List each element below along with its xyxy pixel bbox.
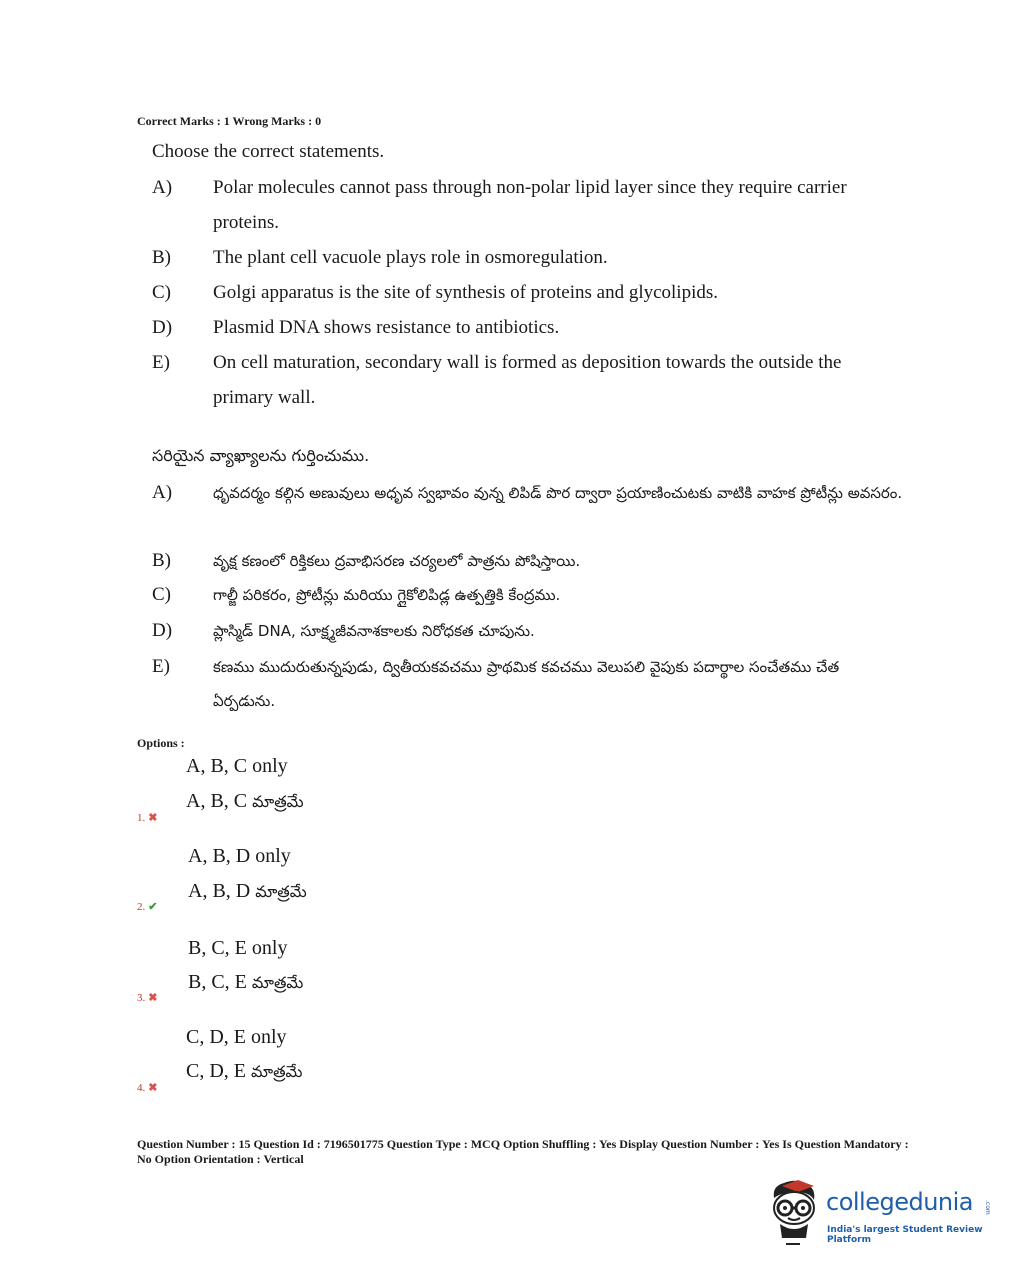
statement-c-telugu [152, 578, 912, 612]
wrong-mark-icon: ✖ [148, 1082, 158, 1094]
marks-info: Correct Marks : 1 Wrong Marks : 0 [137, 114, 322, 128]
statement-a-english [152, 170, 912, 240]
statement-label: E) [152, 352, 170, 373]
statement-label: D) [152, 620, 173, 641]
option-letters: C, D, E [186, 1060, 246, 1082]
statement-text: కణము ముదురుతున్నపుడు, ద్వితీయకవచము ప్రాథమిక కవచము వెలుపలి వైపుకు పదార్థాల సంచేతము చేత ఏర్పడును. [213, 658, 840, 710]
option-2-number: 2. ✔ [137, 901, 158, 913]
option-letters: A, B, C [186, 790, 248, 812]
options-label: Options : [137, 736, 185, 750]
question-heading-telugu: సరియైన వ్యాఖ్యాలను గుర్తించుము. [152, 446, 370, 465]
option-only-telugu: మాత్రమే [251, 1062, 303, 1081]
logo-name: collegedunia [826, 1188, 974, 1216]
statement-text: గాల్జీ పరికరం, ప్రోటీన్లు మరియు గ్లైకోలిపిడ్ల ఉత్పత్తికి కేంద్రము. [213, 586, 561, 604]
statement-label: C) [152, 584, 171, 605]
option-only-telugu: మాత్రమే [255, 882, 307, 901]
statement-text: Polar molecules cannot pass through non-polar lipid layer since they require carrier proteins. [213, 177, 847, 233]
question-heading-english: Choose the correct statements. [152, 141, 385, 162]
statement-text: Golgi apparatus is the site of synthesis of proteins and glycolipids. [213, 282, 719, 303]
statement-e-english [152, 345, 912, 415]
statement-label: D) [152, 317, 173, 338]
option-4-number: 4. ✖ [137, 1082, 158, 1094]
collegedunia-logo[interactable] [766, 1178, 996, 1248]
option-4-telugu[interactable] [186, 1060, 302, 1085]
graduate-mascot-icon [766, 1178, 824, 1248]
statement-label: A) [152, 482, 173, 503]
statement-text: వృక్ష కణంలో రిక్తికలు ద్రవాభిసరణ చర్యలలో పాత్రను పోషిస్తాయి. [213, 552, 581, 570]
option-letters: B, C, E [188, 971, 247, 993]
option-1-english[interactable]: A, B, C only [186, 755, 288, 777]
wrong-mark-icon: ✖ [148, 812, 158, 824]
statement-d-english [152, 310, 912, 345]
logo-com: .com [984, 1200, 991, 1215]
correct-check-icon: ✔ [148, 901, 158, 913]
option-4-english[interactable]: C, D, E only [186, 1026, 287, 1048]
statement-text: ప్లాస్మిడ్ DNA, సూక్ష్మజీవనాశకాలకు నిరోధకత చూపును. [213, 622, 535, 640]
option-only-telugu: మాత్రమే [251, 973, 304, 992]
statement-d-telugu [152, 614, 912, 648]
wrong-mark-icon: ✖ [148, 992, 158, 1004]
option-only-telugu: మాత్రమే [252, 792, 304, 811]
option-3-number: 3. ✖ [137, 992, 158, 1004]
statement-label: A) [152, 177, 173, 198]
statement-text: On cell maturation, secondary wall is formed as deposition towards the outside the primary wall. [213, 352, 842, 408]
option-2-telugu[interactable] [188, 880, 307, 905]
statement-label: E) [152, 656, 170, 677]
logo-tagline: India's largest Student Review Platform [827, 1225, 983, 1245]
statement-b-telugu [152, 544, 912, 578]
statement-label: C) [152, 282, 171, 303]
statement-text: The plant cell vacuole plays role in osmoregulation. [213, 247, 608, 268]
statement-e-telugu [152, 650, 912, 718]
statement-text: ధృవదర్మం కల్గిన అణువులు అధృవ స్వభావం వున్న లిపిడ్ పొర ద్వారా ప్రయాణించుటకు వాటికి వాహక ప్రోటీన్లు అవసరం. [213, 484, 903, 502]
statement-text: Plasmid DNA shows resistance to antibiotics. [213, 317, 560, 338]
option-2-english[interactable]: A, B, D only [188, 845, 291, 867]
statement-label: B) [152, 247, 171, 268]
option-3-english[interactable]: B, C, E only [188, 937, 288, 959]
option-3-telugu[interactable] [188, 971, 303, 996]
statement-c-english [152, 275, 912, 310]
option-1-telugu[interactable] [186, 790, 304, 815]
statement-label: B) [152, 550, 171, 571]
statement-b-english [152, 240, 912, 275]
question-metadata-footer: Question Number : 15 Question Id : 7196501775 Question Type : MCQ Option Shuffling : Yes Display Question Number : Yes Is Question Mandatory : No Option Orientation : Vertical [137, 1137, 909, 1166]
option-letters: A, B, D [188, 880, 251, 902]
statement-a-telugu [152, 476, 912, 544]
option-1-number: 1. ✖ [137, 812, 158, 824]
